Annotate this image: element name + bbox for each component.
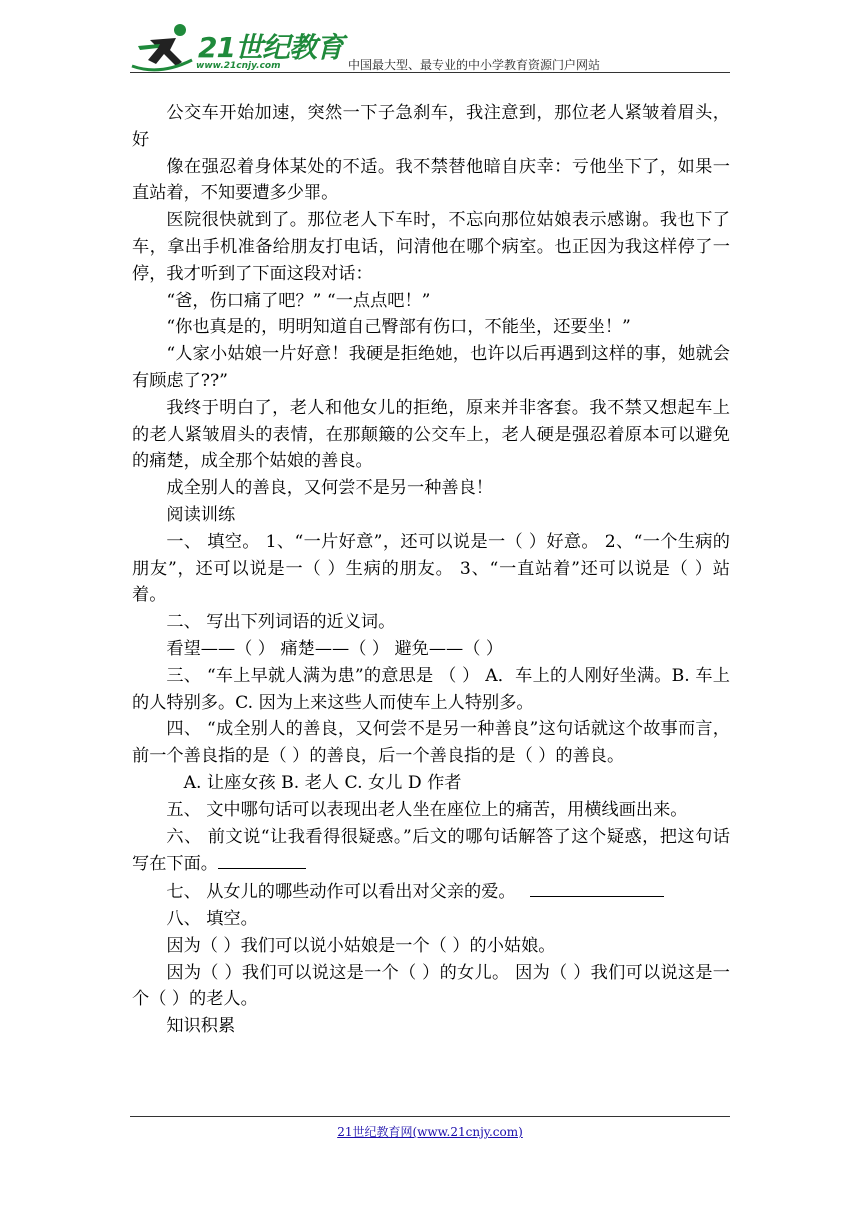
paragraph: 成全别人的善良，又何尝不是另一种善良！: [166, 478, 493, 499]
question-6-text: 六、 前文说“让我看得很疑惑。”后文的哪句话解答了这个疑惑，把这句话写在下面。: [132, 826, 730, 875]
paragraph: 医院很快就到了。那位老人下车时，不忘向那位姑娘表示感谢。我也下了车，拿出手机准备给朋友打电话，问清他在哪个病室。也正因为我这样停了一停，我才听到了下面这段对话：: [132, 210, 730, 284]
question-8: 八、 填空。: [166, 908, 258, 929]
question-3: 三、 “车上早就人满为患”的意思是 （ ） A．车上的人刚好坐满。B. 车上的人特别多。C. 因为上来这些人而使车上人特别多。: [132, 665, 730, 713]
section-heading-knowledge: 知识积累: [166, 1016, 236, 1037]
header-slogan: 中国最大型、最专业的中小学教育资源门户网站: [348, 58, 601, 72]
dialogue-line: “人家小姑娘一片好意！我硬是拒绝她，也许以后再遇到这样的事，她就会有顾虑了??”: [132, 344, 730, 391]
question-7: [132, 878, 730, 906]
page-footer: [0, 1123, 860, 1140]
paragraph: 公交车开始加速，突然一下子急刹车，我注意到，那位老人紧皱着眉头，好: [132, 103, 730, 150]
question-7-text: 七、 从女儿的哪些动作可以看出对父亲的爱。: [166, 882, 516, 903]
paragraph: 我终于明白了，老人和他女儿的拒绝，原来并非客套。我不禁又想起车上的老人紧皱眉头的表情，在那颠簸的公交车上，老人硬是强忍着原本可以避免的痛楚，成全那个姑娘的善良。: [132, 397, 730, 472]
question-4-options: A. 让座女孩 B. 老人 C. 女儿 D 作者: [183, 772, 462, 793]
question-4: 四、 “成全别人的善良，又何尝不是另一种善良”这句话就这个故事而言，前一个善良指的是（ ）的善良，后一个善良指的是（ ）的善良。: [132, 719, 730, 767]
question-2-items: 看望——（ ） 痛楚——（ ） 避免——（ ）: [166, 638, 504, 659]
footer-divider: [130, 1116, 730, 1117]
answer-blank[interactable]: [218, 850, 306, 869]
question-1: 一、 填空。 1、“一片好意”，还可以说是一（ ）好意。 2、“一个生病的朋友”，还可以说是一（ ）生病的朋友。 3、“一直站着”还可以说是（ ）站着。: [132, 531, 730, 606]
logo-text: 21世纪教育: [198, 31, 343, 64]
footer-link[interactable]: 21世纪教育网(www.21cnjy.com): [337, 1125, 523, 1139]
question-5: 五、 文中哪句话可以表现出老人坐在座位上的痛苦，用横线画出来。: [166, 799, 688, 820]
question-8-line: 因为（ ）我们可以说这是一个（ ）的女儿。 因为（ ）我们可以说这是一个（ ）的老人。: [132, 962, 730, 1010]
logo-url: www.21cnjy.com: [196, 61, 281, 71]
site-logo[interactable]: [130, 18, 360, 74]
page-header: [130, 18, 730, 74]
section-heading-reading: 阅读训练: [166, 504, 236, 525]
paragraph: 像在强忍着身体某处的不适。我不禁替他暗自庆幸：亏他坐下了，如果一直站着，不知要遭多少罪。: [132, 156, 730, 204]
question-6: [132, 824, 730, 879]
dialogue-line: “爸，伤口痛了吧？” “一点点吧！”: [166, 290, 431, 311]
dialogue-line: “你也真是的，明明知道自己臀部有伤口，不能坐，还要坐！”: [166, 317, 631, 338]
question-2: 二、 写出下列词语的近义词。: [166, 612, 396, 633]
runner-logo-icon: [130, 18, 196, 74]
header-divider: [130, 72, 730, 73]
question-8-line: 因为（ ）我们可以说小姑娘是一个（ ）的小姑娘。: [166, 935, 556, 956]
answer-blank[interactable]: [530, 878, 664, 897]
document-body: [132, 100, 730, 1040]
